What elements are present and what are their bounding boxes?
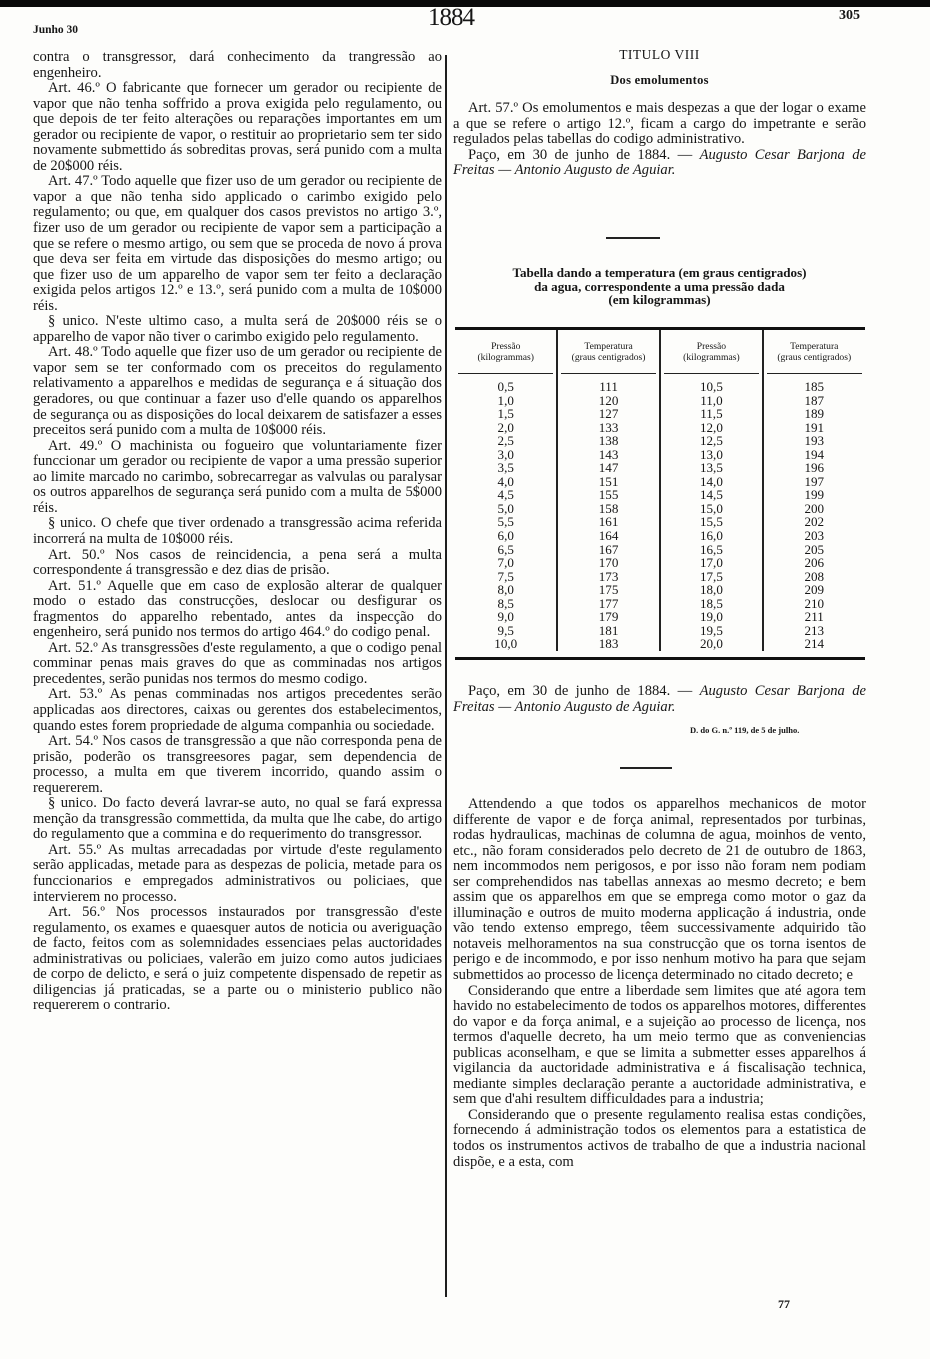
table-cell: 179 xyxy=(598,609,619,625)
table-cell: 183 xyxy=(598,636,619,652)
table-cell: 211 xyxy=(804,609,824,625)
table-cell: 8,0 xyxy=(497,582,514,598)
table-cell: 200 xyxy=(804,500,825,516)
running-head-date: Junho 30 xyxy=(33,24,79,36)
header-temperature-2: Temperatura (graus centigrados) xyxy=(767,330,862,374)
table-cell: 213 xyxy=(804,622,825,638)
table-cell: 191 xyxy=(804,419,825,435)
table-body xyxy=(455,374,865,651)
table-cell: 16,5 xyxy=(699,541,723,557)
column-temperature-1 xyxy=(558,374,659,651)
header-pressure-2: Pressão (kilogrammas) xyxy=(664,330,759,374)
paragraph: Art. 55.º As multas arrecadadas por virtude d'este regulamento serão applicadas, metade para as despezas de policia, metade para os funccionarios e empregados administrativos ou policiaes, que intervierem no processo. xyxy=(33,841,442,905)
table-cell: 203 xyxy=(804,528,825,544)
table-cell: 20,0 xyxy=(699,636,723,652)
table-cell: 0,5 xyxy=(497,379,514,394)
table-cell: 17,0 xyxy=(699,555,723,571)
header-temperature-1: Temperatura (graus centigrados) xyxy=(561,330,656,374)
table-cell: 187 xyxy=(804,392,825,408)
paragraph: Considerando que o presente regulamento realisa estas condições, fornecendo á administração todos os elementos para a estatistica de todos os instrumentos activos de trabalho de que a industria nacional dispõe, e a esta, com xyxy=(453,1106,866,1170)
table-cell: 167 xyxy=(598,541,619,557)
paragraph: Art. 48.º Todo aquelle que fizer uso de um gerador ou recipiente de vapor sem se ter conformado com os preceitos do regulamento relativamento a apparelhos e medidas de segurança e á situação dos geradores, ou que continuar a fazer uso d'elle quando os apparelhos de segurança ou as disposições do local deixarem de satisfazer a esses preceitos será punido com a multa de 10$000 réis. xyxy=(33,344,442,439)
table-cell: 194 xyxy=(804,446,825,462)
table-cell: 185 xyxy=(804,379,825,394)
table-cell: 3,0 xyxy=(497,446,514,462)
paragraph: Art. 49.º O machinista ou fogueiro que voluntariamente fizer funccionar um gerador ou recipiente de vapor a uma pressão superior ao limite marcado no carimbo, sobrecarregar as valvulas ou paralysar os outros apparelhos de segurança será punido com a multa de 5$000 réis. xyxy=(33,437,442,516)
paragraph: Art. 54.º Nos casos de transgressão a que não corresponda pena de prisão, poderão os transgreesores pagar, sem dependencia de processo, a multa em que tiverem incorrido, quando assim o requererem. xyxy=(33,733,442,796)
header-pressure-1: Pressão (kilogrammas) xyxy=(458,330,553,374)
table-cell: 127 xyxy=(598,406,619,422)
table-cell: 6,0 xyxy=(497,528,514,544)
paragraph: § unico. N'este ultimo caso, a multa será de 20$000 réis se o apparelho de vapor não tiver o carimbo exigido pelo regulamento. xyxy=(33,313,442,345)
pressure-temperature-table xyxy=(455,327,865,660)
column-divider xyxy=(445,55,447,1297)
running-head-year: 1884 xyxy=(428,4,474,31)
table-cell: 7,0 xyxy=(497,555,514,571)
table-cell: 9,5 xyxy=(497,622,514,638)
table-cell: 15,5 xyxy=(699,514,723,530)
table-cell: 133 xyxy=(598,419,619,435)
table-cell: 13,0 xyxy=(699,446,723,462)
left-column xyxy=(33,50,442,1014)
signatories: Augusto Cesar Barjona de Freitas — Antonio Augusto de Aguiar. xyxy=(453,146,866,179)
paragraph: Art. 52.º As transgressões d'este regulamento, a que o codigo penal comminar penas mais graves do que as comminadas nos artigos precedentes, serão punidas nos termos do mesmo codigo. xyxy=(33,639,442,687)
table-cell: 9,0 xyxy=(497,609,514,625)
table-cell: 177 xyxy=(598,595,619,611)
table-cell: 18,5 xyxy=(699,595,723,611)
section-title: TITULO VIII xyxy=(619,47,700,62)
table-cell: 8,5 xyxy=(497,595,514,611)
table-cell: 206 xyxy=(804,555,825,571)
table-cell: 151 xyxy=(598,473,619,489)
signature-block-1: Paço, em 30 de junho de 1884. — Augusto Cesar Barjona de Freitas — Antonio Augusto de Aguiar. xyxy=(453,146,866,179)
table-cell: 5,5 xyxy=(497,514,514,530)
paragraph: Art. 46.º O fabricante que fornecer um gerador ou recipiente de vapor que não tenha soffrido a prova exigida pelo regulamento, ou que depois de ter feito alterações ou reparações importantes em um gerador ou recipiente de vapor, o restituir ao proprietario sem ter sido novamente submettido ás sobreditas provas, será punido com a multa de 20$000 réis. xyxy=(33,80,442,174)
paragraph: contra o transgressor, dará conhecimento da trangressão ao engenheiro. xyxy=(33,49,442,81)
table-cell: 208 xyxy=(804,568,825,584)
table-cell: 138 xyxy=(598,433,619,449)
table-cell: 7,5 xyxy=(497,568,514,584)
paragraph: Attendendo a que todos os apparelhos mechanicos de motor differente de vapor e de força animal, representados por turbinas, rodas hydraulicas, machinas de columna de agua, moinhos de vento, etc., não foram considerados pelo decreto de 21 de outubro de 1863, nem incommodos nem perigosos, e por isso não foram nem podiam ser comprehendidos nas tabellas annexas ao mesmo decreto; e bem assim que os apparelhos em que se emprega como motor o gaz da illuminação e outros de muito moderna applicação á industria, onde vão tendo extenso emprego, têem successivamente adquirido tão notaveis melhoramentos na sua construcção que os torna isentos de perigo e de incommodo, e por isso nenhum motivo ha para que sejam submettidos ao processo de licença determinado no citado decreto; e xyxy=(453,796,866,984)
table-cell: 1,5 xyxy=(497,406,514,422)
paragraph: Considerando que entre a liberdade sem limites que até agora tem havido no estabelecimento de todos os apparelhos motores, differentes do vapor e da força animal, e a sujeição ao processo de licença, nos termos d'aquelle decreto, ha um meio termo que as conveniencias publicas aconselham, e que se limita a submetter esses apparelhos á vigilancia da auctoridade administrativa e á fiscalisação technica, mediante simples declaração perante a auctoridade administrativa, e sem que d'ahi resultem difficuldades para a industria; xyxy=(453,982,866,1108)
separator-rule xyxy=(620,767,672,769)
table-cell: 3,5 xyxy=(497,460,514,476)
table-cell: 2,0 xyxy=(497,419,514,435)
paragraph: Art. 56.º Nos processos instaurados por transgressão d'este regulamento, os exames e quaesquer autos de noticia ou averiguação de facto, feitos com as solemnidades essenciaes pelas auctoridades administrativas ou policiaes, valerão em juizo como autos judiciaes de corpo de delicto, e será o juiz competente dispensado de repetir as diligencias já praticadas, se a parte ou o ministerio publico não requererem o contrario. xyxy=(33,904,442,1014)
table-cell: 19,0 xyxy=(699,609,723,625)
separator-rule xyxy=(606,237,660,239)
table-cell: 13,5 xyxy=(699,460,723,476)
table-cell: 6,5 xyxy=(497,541,514,557)
column-pressure-1 xyxy=(455,374,556,651)
column-pressure-2 xyxy=(661,374,762,651)
table-cell: 161 xyxy=(598,514,619,530)
column-temperature-2 xyxy=(764,374,865,651)
paragraph: § unico. O chefe que tiver ordenado a transgressão acima referida incorrerá na multa de 10$000 réis. xyxy=(33,515,442,547)
source-citation: D. do G. n.º 119, de 5 de julho. xyxy=(690,725,800,735)
table-cell: 164 xyxy=(598,528,619,544)
table-cell: 4,5 xyxy=(497,487,514,503)
table-cell: 173 xyxy=(598,568,619,584)
table-cell: 189 xyxy=(804,406,825,422)
table-cell: 1,0 xyxy=(497,392,514,408)
article-57: Art. 57.º Os emolumentos e mais despezas a que der logar o exame a que se refere o artigo 12.º, ficam a cargo do impetrante e serão regulados pelas tabellas do codigo administrativo. xyxy=(453,100,866,148)
table-cell: 120 xyxy=(598,392,619,408)
table-cell: 10,0 xyxy=(494,636,518,652)
signature-mark: 77 xyxy=(778,1297,790,1311)
table-title: Tabella dando a temperatura (em graus centigrados) da agua, correspondente a uma pressão dada (em kilogrammas) xyxy=(512,265,807,307)
table-cell: 181 xyxy=(598,622,619,638)
table-cell: 158 xyxy=(598,500,619,516)
paragraph: § unico. Do facto deverá lavrar-se auto, no qual se fará expressa menção da transgressão commettida, da multa que lhe cabe, do artigo do regulamento que a commina e do requerimento do transgressor. xyxy=(33,795,442,843)
table-cell: 214 xyxy=(804,636,825,652)
table-cell: 175 xyxy=(598,582,619,598)
table-divider xyxy=(659,330,660,374)
table-cell: 196 xyxy=(804,460,825,476)
article-57-block xyxy=(453,101,866,179)
table-cell: 10,5 xyxy=(699,379,723,394)
table-cell: 155 xyxy=(598,487,619,503)
table-cell: 209 xyxy=(804,582,825,598)
decree-preamble xyxy=(453,797,866,1170)
signature-block-2: Paço, em 30 de junho de 1884. — Augusto Cesar Barjona de Freitas — Antonio Augusto de Aguiar. xyxy=(453,683,866,715)
page-number: 305 xyxy=(839,8,860,23)
paragraph: Art. 47.º Todo aquelle que fizer uso de um gerador ou recipiente de vapor a que não tenha sido applicado o carimbo exigido pelo regulamento; ou que, em qualquer dos casos previstos no artigo 3.º, fizer uso de um gerador ou recipiente de vapor sem a participação a que se refere o mesmo artigo, ou sem que se proceda de novo á prova que deva ser feita em virtude das disposições do mesmo artigo; ou que fizer uso de um apparelho de vapor sem ter feito a declaração exigida pelos artigos 12.º e 13.º, será punido com a multa de 10$000 réis. xyxy=(33,173,442,314)
paragraph: Art. 53.º As penas comminadas nos artigos precedentes serão applicadas aos directores, caixas ou gerentes dos estabelecimentos, quando estes forem propriedade de alguma companhia ou sociedade. xyxy=(33,686,442,734)
table-cell: 14,0 xyxy=(699,473,723,489)
table-cell: 210 xyxy=(804,595,825,611)
table-cell: 15,0 xyxy=(699,500,723,516)
paragraph: Art. 50.º Nos casos de reincidencia, a pena será a multa correspondente á transgressão e dez dias de prisão. xyxy=(33,546,442,579)
signatories: Augusto Cesar Barjona de Freitas — Antonio Augusto de Aguiar. xyxy=(453,683,866,715)
table-cell: 12,5 xyxy=(699,433,723,449)
table-cell: 111 xyxy=(599,379,618,394)
table-cell: 19,5 xyxy=(699,622,723,638)
table-cell: 170 xyxy=(598,555,619,571)
paragraph: Art. 51.º Aquelle que em caso de explosão alterar de qualquer modo o estado das construcções, deslocar ou desfigurar os fragmentos do apparelho rebentado, antes da inspecção do engenheiro, será punido nos termos do artigo 464.º do codigo penal. xyxy=(33,577,442,641)
table-cell: 11,0 xyxy=(700,392,723,408)
table-cell: 147 xyxy=(598,460,619,476)
table-cell: 18,0 xyxy=(699,582,723,598)
section-subtitle: Dos emolumentos xyxy=(610,73,709,87)
table-cell: 16,0 xyxy=(699,528,723,544)
table-header-row xyxy=(455,330,865,374)
table-cell: 17,5 xyxy=(699,568,723,584)
table-cell: 199 xyxy=(804,487,825,503)
table-cell: 4,0 xyxy=(497,473,514,489)
table-cell: 143 xyxy=(598,446,619,462)
table-cell: 205 xyxy=(804,541,825,557)
table-cell: 197 xyxy=(804,473,825,489)
table-cell: 5,0 xyxy=(497,500,514,516)
table-cell: 11,5 xyxy=(700,406,723,422)
table-divider xyxy=(762,330,763,374)
table-cell: 2,5 xyxy=(497,433,514,449)
table-cell: 14,5 xyxy=(699,487,723,503)
table-cell: 12,0 xyxy=(699,419,723,435)
table-cell: 193 xyxy=(804,433,825,449)
table-bottom-rule xyxy=(455,657,865,660)
table-cell: 202 xyxy=(804,514,825,530)
table-divider xyxy=(556,330,557,374)
